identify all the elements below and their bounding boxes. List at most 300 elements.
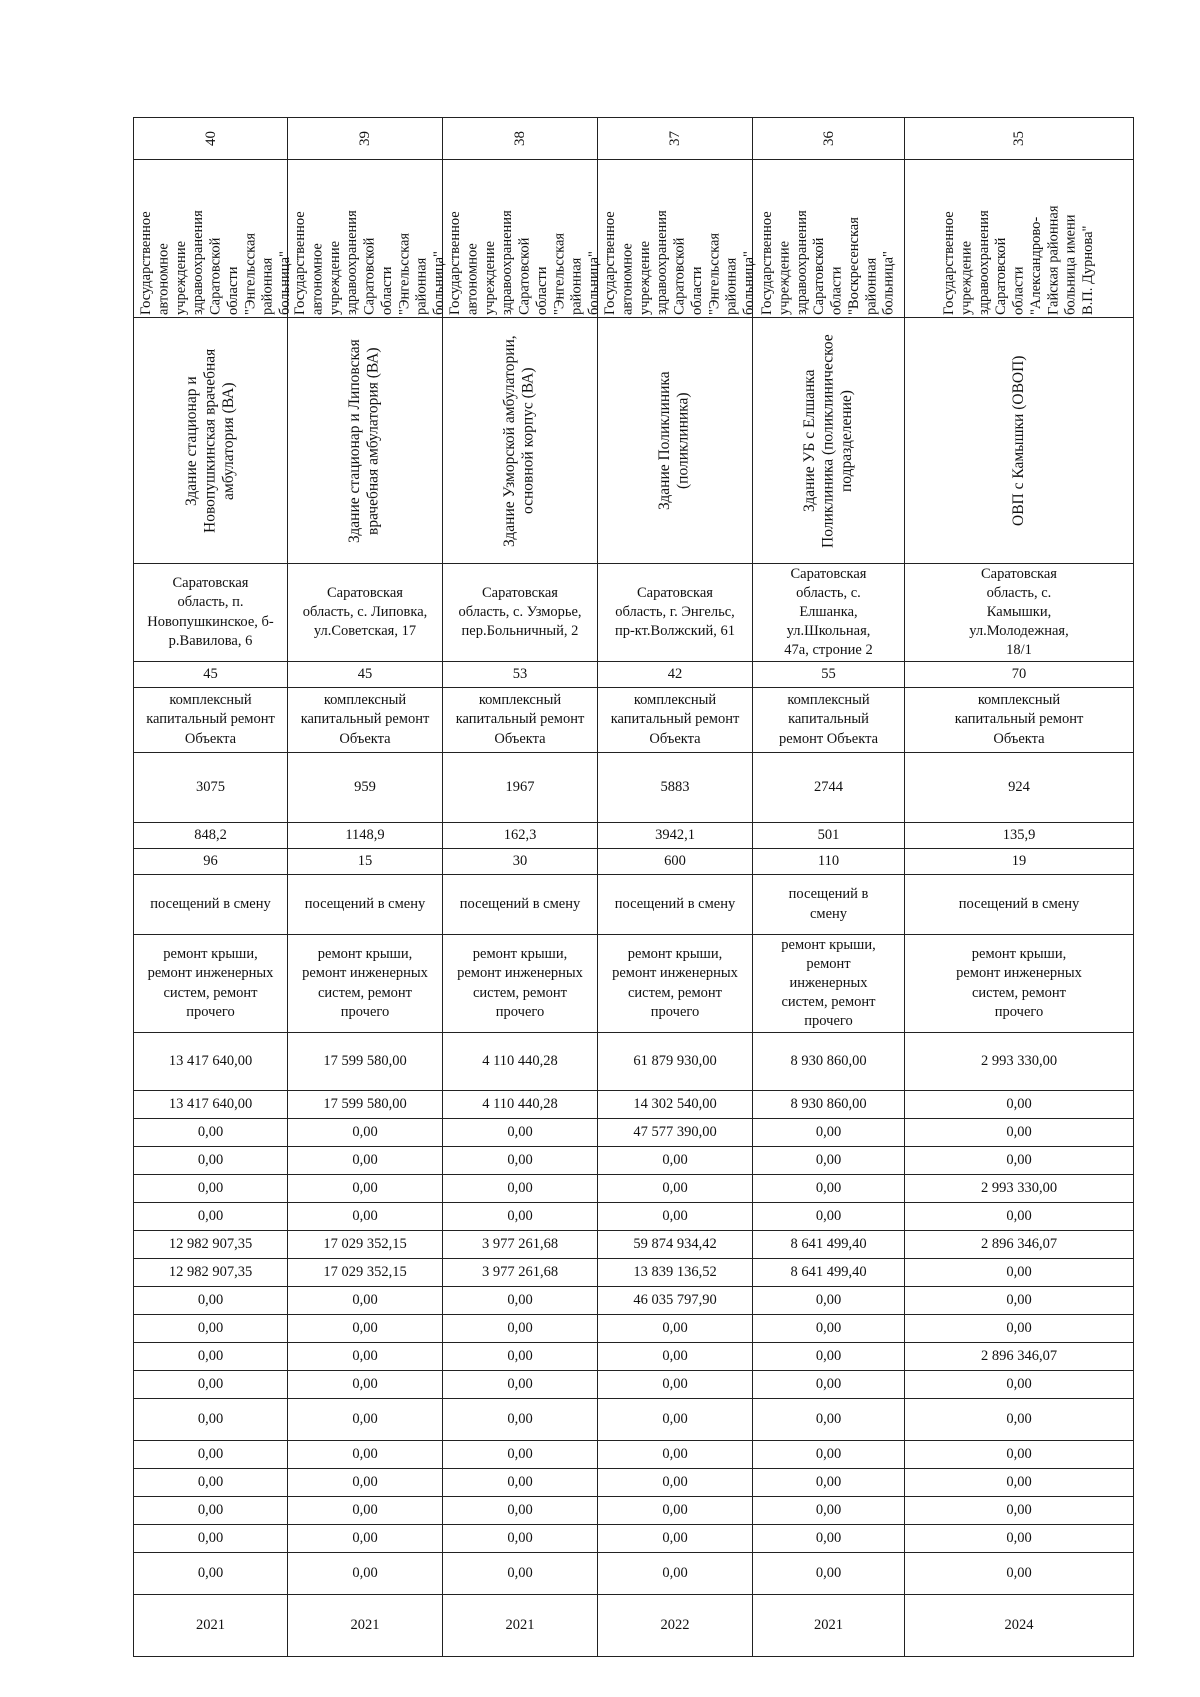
cell-value: 0,00 [352,1564,378,1581]
table-cell [443,1287,598,1315]
cell-line: автономное [464,242,481,315]
table-cell [905,1469,1134,1497]
cell-value: 0,00 [197,1564,224,1581]
rotated-cell-text [759,163,898,315]
table-cell [443,688,598,753]
cell-value: 0,00 [352,1529,378,1546]
cell-value: 0,00 [352,1291,378,1308]
cell-value: 0,00 [507,1501,533,1518]
row-amount-8 [134,1259,1134,1287]
cell-value: 0,00 [662,1473,688,1490]
table-cell [753,1553,905,1595]
cell-value: 0,00 [197,1179,224,1196]
cell-line: Здание стационар и Липовская [346,338,364,543]
cell-line: область, с. [796,584,861,601]
cell-line: Саратовская [637,584,713,601]
cell-value: 2022 [660,1616,690,1633]
table-cell [443,1497,598,1525]
cell-line: Объекта [993,730,1045,747]
cell-value: 8 930 860,00 [790,1095,867,1112]
cell-line: ремонт инженерных [956,965,1082,982]
cell-line: Объекта [649,730,701,747]
cell-value: 0,00 [815,1123,842,1140]
table-cell [753,662,905,688]
table-cell [905,1497,1134,1525]
cell-line: ул.Молодежная, [969,623,1069,640]
cell-value: 0,00 [197,1123,224,1140]
rotated-cell-text [183,321,239,561]
table-cell [598,1287,753,1315]
row-address [134,564,1134,662]
table-cell [443,1441,598,1469]
table-cell [905,118,1134,160]
table-cell [753,935,905,1033]
table-cell [753,1033,905,1091]
cell-line: ул.Советская, 17 [313,623,417,640]
cell-value: 135,9 [1002,826,1036,843]
cell-value: 0,00 [815,1151,842,1168]
cell-text [138,895,283,914]
cell-value: 53 [512,665,528,682]
table-cell [134,118,288,160]
table-cell [905,1091,1134,1119]
table-cell [598,1259,753,1287]
table-cell [598,1469,753,1497]
cell-value: 0,00 [662,1564,688,1581]
table-cell [443,1033,598,1091]
table-cell [443,118,598,160]
cell-value: 0,00 [507,1410,533,1427]
cell-value: 46 035 797,90 [633,1291,717,1308]
table-cell [905,935,1134,1033]
cell-value: 0,00 [507,1291,533,1308]
cell-value: 2024 [1004,1616,1034,1633]
table-cell [753,1147,905,1175]
cell-value: 0,00 [197,1410,224,1427]
table-cell [753,564,905,662]
row-amount-7 [134,1231,1134,1259]
table-cell [905,1033,1134,1091]
cell-value: 0,00 [352,1445,378,1462]
cell-line: ремонт инженерных [612,965,738,982]
rotated-cell-text: 38 [512,131,528,146]
rotated-cell-text [501,321,538,561]
table-cell [443,1091,598,1119]
table-cell [443,875,598,935]
cell-value: 0,00 [1006,1445,1032,1462]
table-cell [753,318,905,564]
cell-line: области [224,266,241,315]
cell-line: учреждение [958,240,975,315]
cell-value: 0,00 [662,1319,688,1336]
cell-line: ул.Школьная, [786,623,871,640]
table-cell [905,1441,1134,1469]
cell-value: 2021 [505,1616,535,1633]
cell-value: 1967 [505,778,535,795]
cell-value: 17 599 580,00 [323,1095,407,1112]
table-cell [598,753,753,823]
cell-line: Саратовской [671,237,688,315]
cell-value: 45 [203,665,218,682]
cell-value: 0,00 [1006,1291,1032,1308]
table-cell [905,1525,1134,1553]
table-cell [598,1175,753,1203]
cell-line: прочего [495,1003,545,1020]
cell-value: 2021 [196,1616,225,1633]
rotated-cell-text [346,321,383,561]
table-cell [134,318,288,564]
cell-text [292,895,438,914]
table-cell [753,1287,905,1315]
cell-value: 0,00 [352,1151,378,1168]
cell-line: ремонт инженерных [457,965,583,982]
cell-value: 0,00 [815,1179,842,1196]
table-cell [288,1497,443,1525]
table-cell [753,823,905,849]
row-total-area [134,753,1134,823]
cell-value: 4 110 440,28 [482,1095,558,1112]
table-cell [598,1525,753,1553]
cell-value: 0,00 [1006,1095,1032,1112]
cell-line: Государственное [602,210,618,315]
cell-line: область, с. [986,584,1052,601]
rotated-cell-text: 35 [1011,131,1027,146]
cell-value: 0,00 [197,1291,224,1308]
table-cell [134,688,288,753]
table-cell [288,1553,443,1595]
cell-line: ремонт инженерных [147,965,274,982]
cell-line: больница" [431,250,448,315]
cell-line: Саратовская [482,584,558,601]
cell-line: посещений в [788,886,869,903]
cell-value: 8 930 860,00 [790,1052,867,1069]
table-cell [443,1553,598,1595]
cell-value: 0,00 [815,1529,842,1546]
cell-value: 0,00 [1006,1564,1032,1581]
table-cell [288,935,443,1033]
rotated-cell-text [656,321,693,561]
cell-line: ремонт крыши, [781,936,876,953]
cell-line: систем, ремонт [472,984,568,1001]
cell-line: Государственное [138,210,154,315]
cell-value: 0,00 [507,1347,533,1364]
table-cell [753,1119,905,1147]
cell-line: "Энгельсская [706,232,723,315]
cell-line: больница имени [1062,213,1079,315]
cell-line: Государственное [447,210,463,315]
table-cell [598,318,753,564]
cell-line: Саратовская [172,575,249,592]
cell-line: учреждение [326,240,343,315]
row-column-number [134,118,1134,160]
row-year [134,1595,1134,1657]
cell-value: 0,00 [507,1529,533,1546]
cell-line: ремонт Объекта [778,730,879,747]
cell-line: прочего [340,1003,390,1020]
row-amount-10 [134,1315,1134,1343]
cell-value: 3 977 261,68 [481,1263,559,1280]
cell-value: 2021 [350,1616,380,1633]
table-cell [443,1147,598,1175]
table-cell [905,1343,1134,1371]
cell-value: 5883 [660,778,690,795]
cell-value: 924 [1008,778,1030,795]
row-amount-13 [134,1399,1134,1441]
table-cell [753,1259,905,1287]
cell-value: 0,00 [662,1410,688,1427]
table-cell [443,1315,598,1343]
table-cell [443,1371,598,1399]
cell-line: здравоохранения [975,209,992,315]
table-cell [753,688,905,753]
cell-value: 2 896 346,07 [980,1347,1058,1364]
cell-line: автономное [619,242,636,315]
table-cell [443,1469,598,1497]
table-cell [905,1371,1134,1399]
table-cell [443,1175,598,1203]
table-cell [134,753,288,823]
cell-line: систем, ремонт [317,984,413,1001]
table-cell [134,1343,288,1371]
row-amount-12 [134,1371,1134,1399]
table-cell [134,1287,288,1315]
table-cell [288,118,443,160]
cell-value: 0,00 [662,1529,688,1546]
cell-line: области [533,266,550,315]
table-cell [905,1147,1134,1175]
table-cell [288,688,443,753]
cell-line: посещений в смену [958,895,1080,912]
table-cell [905,1399,1134,1441]
cell-value: 30 [512,852,528,869]
cell-value: 0,00 [1006,1501,1032,1518]
cell-line: "Энгельсская [396,232,413,315]
cell-value: 0,00 [1006,1529,1032,1546]
cell-value: 13 417 640,00 [168,1052,253,1069]
table-cell [288,564,443,662]
table-cell [134,1525,288,1553]
table-cell [905,1595,1134,1657]
cell-value: 59 874 934,42 [633,1235,717,1252]
cell-value: 0,00 [1006,1319,1032,1336]
cell-line: больница" [586,250,603,315]
cell-line: Объекта [494,730,546,747]
row-work-list [134,935,1134,1033]
table-cell [288,318,443,564]
cell-line: ремонт крыши, [627,946,723,963]
table-cell [288,1595,443,1657]
cell-value: 0,00 [507,1564,533,1581]
table-cell [598,1441,753,1469]
table-cell [443,1595,598,1657]
cell-value: 0,00 [662,1375,688,1392]
table-cell [753,1595,905,1657]
cell-line: здравоохранения [793,209,810,315]
cell-line: капитальный ремонт [954,711,1084,728]
table-cell [598,1203,753,1231]
cell-line: учреждение [172,240,189,315]
cell-text [447,584,593,641]
cell-value: 0,00 [352,1319,378,1336]
row-amount-5 [134,1175,1134,1203]
cell-value: 0,00 [352,1179,378,1196]
table-cell [288,1441,443,1469]
rotated-cell-text: 40 [202,131,219,146]
cell-text [292,945,438,1022]
rotated-cell-text: 36 [820,131,837,146]
cell-line: больница" [277,250,294,315]
table-cell [598,1231,753,1259]
cell-line: ОВП с Камышки (ОВОП) [1009,355,1027,526]
cell-value: 0,00 [815,1564,842,1581]
table-cell [288,1033,443,1091]
cell-line: систем, ремонт [971,984,1067,1001]
cell-text [757,691,900,748]
table-cell [134,1469,288,1497]
cell-text [292,584,438,641]
cell-line: Поликлиника (поликлиническое [819,333,837,548]
row-amount-11 [134,1343,1134,1371]
cell-line: учреждение [481,240,498,315]
cell-line: посещений в смену [304,895,426,912]
table-cell [134,1371,288,1399]
rotated-cell-text: 39 [357,131,373,146]
cell-line: область, г. Энгельс, [615,603,735,620]
table-cell [905,1287,1134,1315]
cell-line: Здание УБ с Елшанка [800,369,818,512]
cell-line: Объекта [184,730,237,747]
table-cell [288,662,443,688]
cell-value: 4 110 440,28 [482,1052,558,1069]
cell-value: 0,00 [815,1445,842,1462]
cell-line: области [1010,266,1027,315]
table-cell [288,1371,443,1399]
rotated-cell-text [292,163,449,315]
cell-line: капитальный ремонт [455,711,585,728]
table-cell [905,823,1134,849]
row-work-type [134,688,1134,753]
cell-value: 3942,1 [655,826,695,843]
cell-line: ремонт крыши, [163,946,258,963]
cell-value: 0,00 [1006,1207,1032,1224]
cell-line: ремонт [806,955,851,972]
cell-line: В.П. Дурнова" [1079,225,1096,315]
cell-value: 0,00 [1006,1410,1032,1427]
cell-line: "Энгельсская [551,232,568,315]
row-amount-6 [134,1203,1134,1231]
cell-text [447,945,593,1022]
cell-value: 8 641 499,40 [790,1235,867,1252]
table-cell [905,1315,1134,1343]
row-capacity-unit [134,875,1134,935]
table-cell [598,118,753,160]
cell-line: здравоохранения [654,209,671,315]
table-cell [753,1399,905,1441]
cell-line: Саратовская [790,565,867,582]
cell-line: Объекта [339,730,391,747]
table-cell [288,875,443,935]
cell-line: ремонт крыши, [971,946,1067,963]
table-cell [443,849,598,875]
row-amount-14 [134,1441,1134,1469]
cell-value: 0,00 [1006,1375,1032,1392]
table-cell [134,1497,288,1525]
cell-line: комплексный [323,692,407,709]
table-cell [288,1343,443,1371]
cell-value: 0,00 [815,1291,842,1308]
cell-value: 0,00 [662,1207,688,1224]
table-cell [443,1525,598,1553]
table-cell [598,1315,753,1343]
table-cell [598,564,753,662]
table-cell [905,1259,1134,1287]
table-cell [905,753,1134,823]
cell-value: 0,00 [507,1151,533,1168]
cell-line: области [378,266,395,315]
table-cell [598,1119,753,1147]
cell-value: 0,00 [662,1445,688,1462]
rotated-cell-text [602,163,759,315]
cell-line: "Александрово- [1027,216,1044,315]
table-cell [753,1175,905,1203]
cell-text [138,691,283,748]
row-amount-16 [134,1497,1134,1525]
cell-value: 0,00 [352,1410,378,1427]
table-cell [443,823,598,849]
rotated-cell-text [941,163,1098,315]
table-cell [443,564,598,662]
cell-line: Саратовская [981,565,1057,582]
table-cell [134,1595,288,1657]
cell-line: р.Вавилова, 6 [168,632,253,649]
cell-line: Саратовская [327,584,403,601]
cell-line: Здание Поликлиника [656,371,674,510]
cell-line: смену [809,905,848,922]
table-cell [288,1469,443,1497]
cell-value: 0,00 [197,1445,224,1462]
table-cell [134,1259,288,1287]
cell-text [447,691,593,748]
cell-value: 0,00 [1006,1263,1032,1280]
cell-value: 0,00 [352,1473,378,1490]
cell-line: амбулатория (ВА) [219,381,237,500]
cell-line: Здание Узморской амбулатории, [501,334,519,547]
cell-line: здравоохранения [190,209,207,315]
table-cell [753,1203,905,1231]
cell-line: Новопушкинская врачебная [201,348,219,533]
cell-value: 0,00 [662,1179,688,1196]
cell-line: районная [259,257,276,315]
cell-line: "Воскресенская [845,216,862,315]
cell-value: 110 [817,852,840,869]
table-cell [905,1231,1134,1259]
cell-value: 0,00 [662,1151,688,1168]
cell-line: пер.Больничный, 2 [461,623,579,640]
cell-value: 2744 [814,778,843,795]
cell-line: Государственное [940,210,957,315]
cell-line: посещений в смену [459,895,581,912]
cell-line: области [688,266,705,315]
table-cell [288,1147,443,1175]
cell-line: Камышки, [986,603,1052,620]
cell-text [602,691,748,748]
cell-value: 96 [203,852,218,869]
cell-line: районная [863,257,880,315]
row-amount-9 [134,1287,1134,1315]
cell-text [757,565,900,661]
row-amount-17 [134,1525,1134,1553]
cell-line: прочего [186,1003,235,1020]
